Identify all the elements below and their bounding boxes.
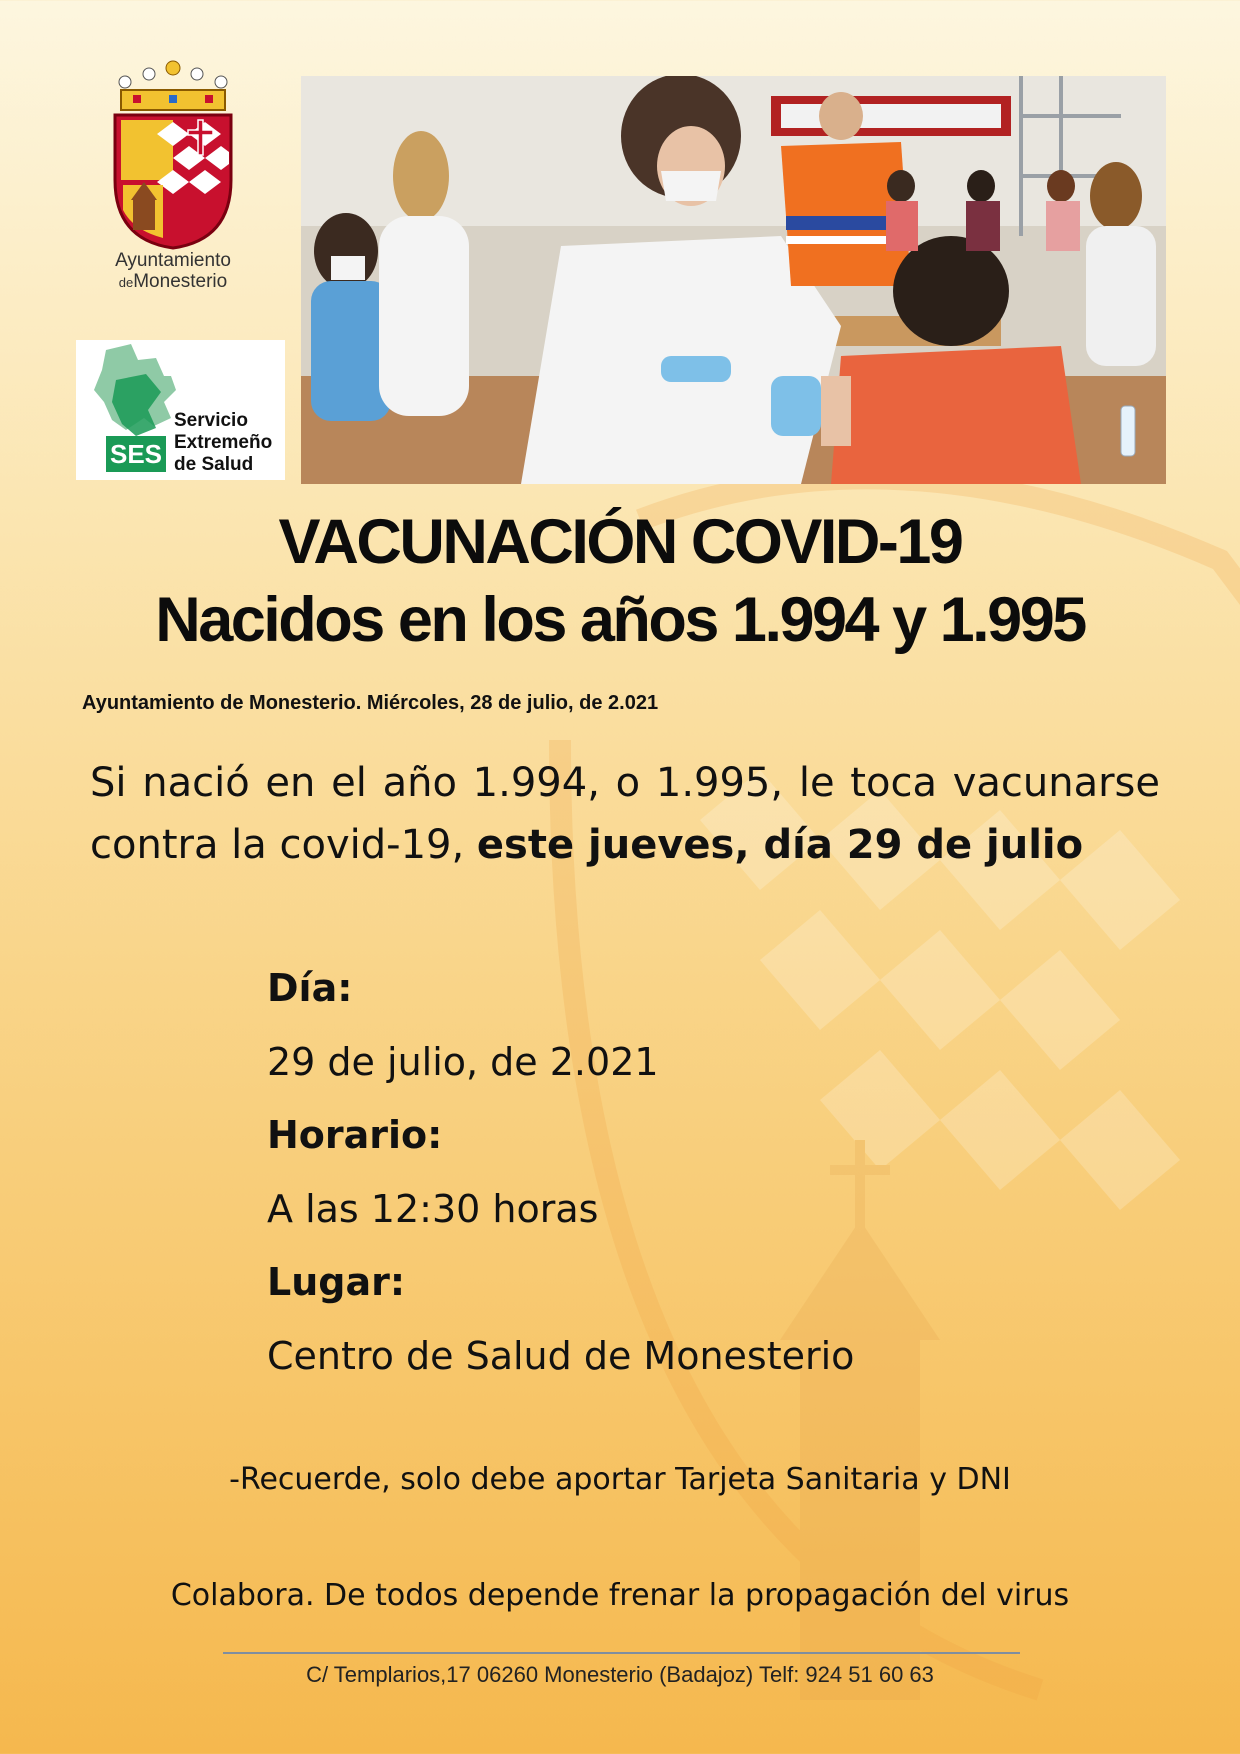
day-label: Día:: [267, 966, 353, 1010]
dateline: Ayuntamiento de Monesterio. Miércoles, 28 de julio, de 2.021: [82, 692, 659, 714]
footer-divider: [223, 1652, 1020, 1654]
headline-subtitle: Nacidos en los años 1.994 y 1.995: [155, 585, 1085, 655]
ses-label-line: de Salud: [174, 454, 254, 475]
municipal-coat-of-arms-icon: [103, 60, 243, 250]
municipality-line2: Monesterio: [133, 271, 228, 292]
time-value: A las 12:30 horas: [267, 1187, 599, 1231]
ses-badge-text: SES: [109, 439, 163, 469]
municipality-prefix: de: [118, 275, 134, 290]
municipality-name: [78, 250, 268, 293]
footer-address: C/ Templarios,17 06260 Monesterio (Badajoz) Telf: 924 51 60 63: [306, 1662, 934, 1687]
place-label: Lugar:: [267, 1260, 406, 1304]
day-value: 29 de julio, de 2.021: [267, 1040, 659, 1084]
lead-paragraph: [90, 752, 1160, 876]
lead-bold-date: este jueves, día 29 de julio: [476, 822, 1084, 868]
ses-label: [174, 410, 272, 476]
municipality-line1: Ayuntamiento: [115, 250, 231, 271]
place-value: Centro de Salud de Monesterio: [267, 1334, 855, 1378]
ses-label-line: Servicio: [174, 410, 248, 431]
lead-text: Si nació en el año 1.994, o 1.995, le toca vacunarse contra la covid-19,: [90, 760, 1160, 868]
slogan: Colabora. De todos depende frenar la propagación del virus: [170, 1578, 1070, 1613]
time-label: Horario:: [267, 1113, 443, 1157]
ses-label-line: Extremeño: [174, 432, 273, 453]
vaccination-scene-image: [301, 76, 1166, 484]
headline-title: VACUNACIÓN COVID-19: [278, 507, 962, 577]
ses-logo: [76, 340, 285, 480]
reminder-note: -Recuerde, solo debe aportar Tarjeta Sanitaria y DNI: [229, 1462, 1011, 1497]
vaccination-photo: [301, 76, 1166, 484]
